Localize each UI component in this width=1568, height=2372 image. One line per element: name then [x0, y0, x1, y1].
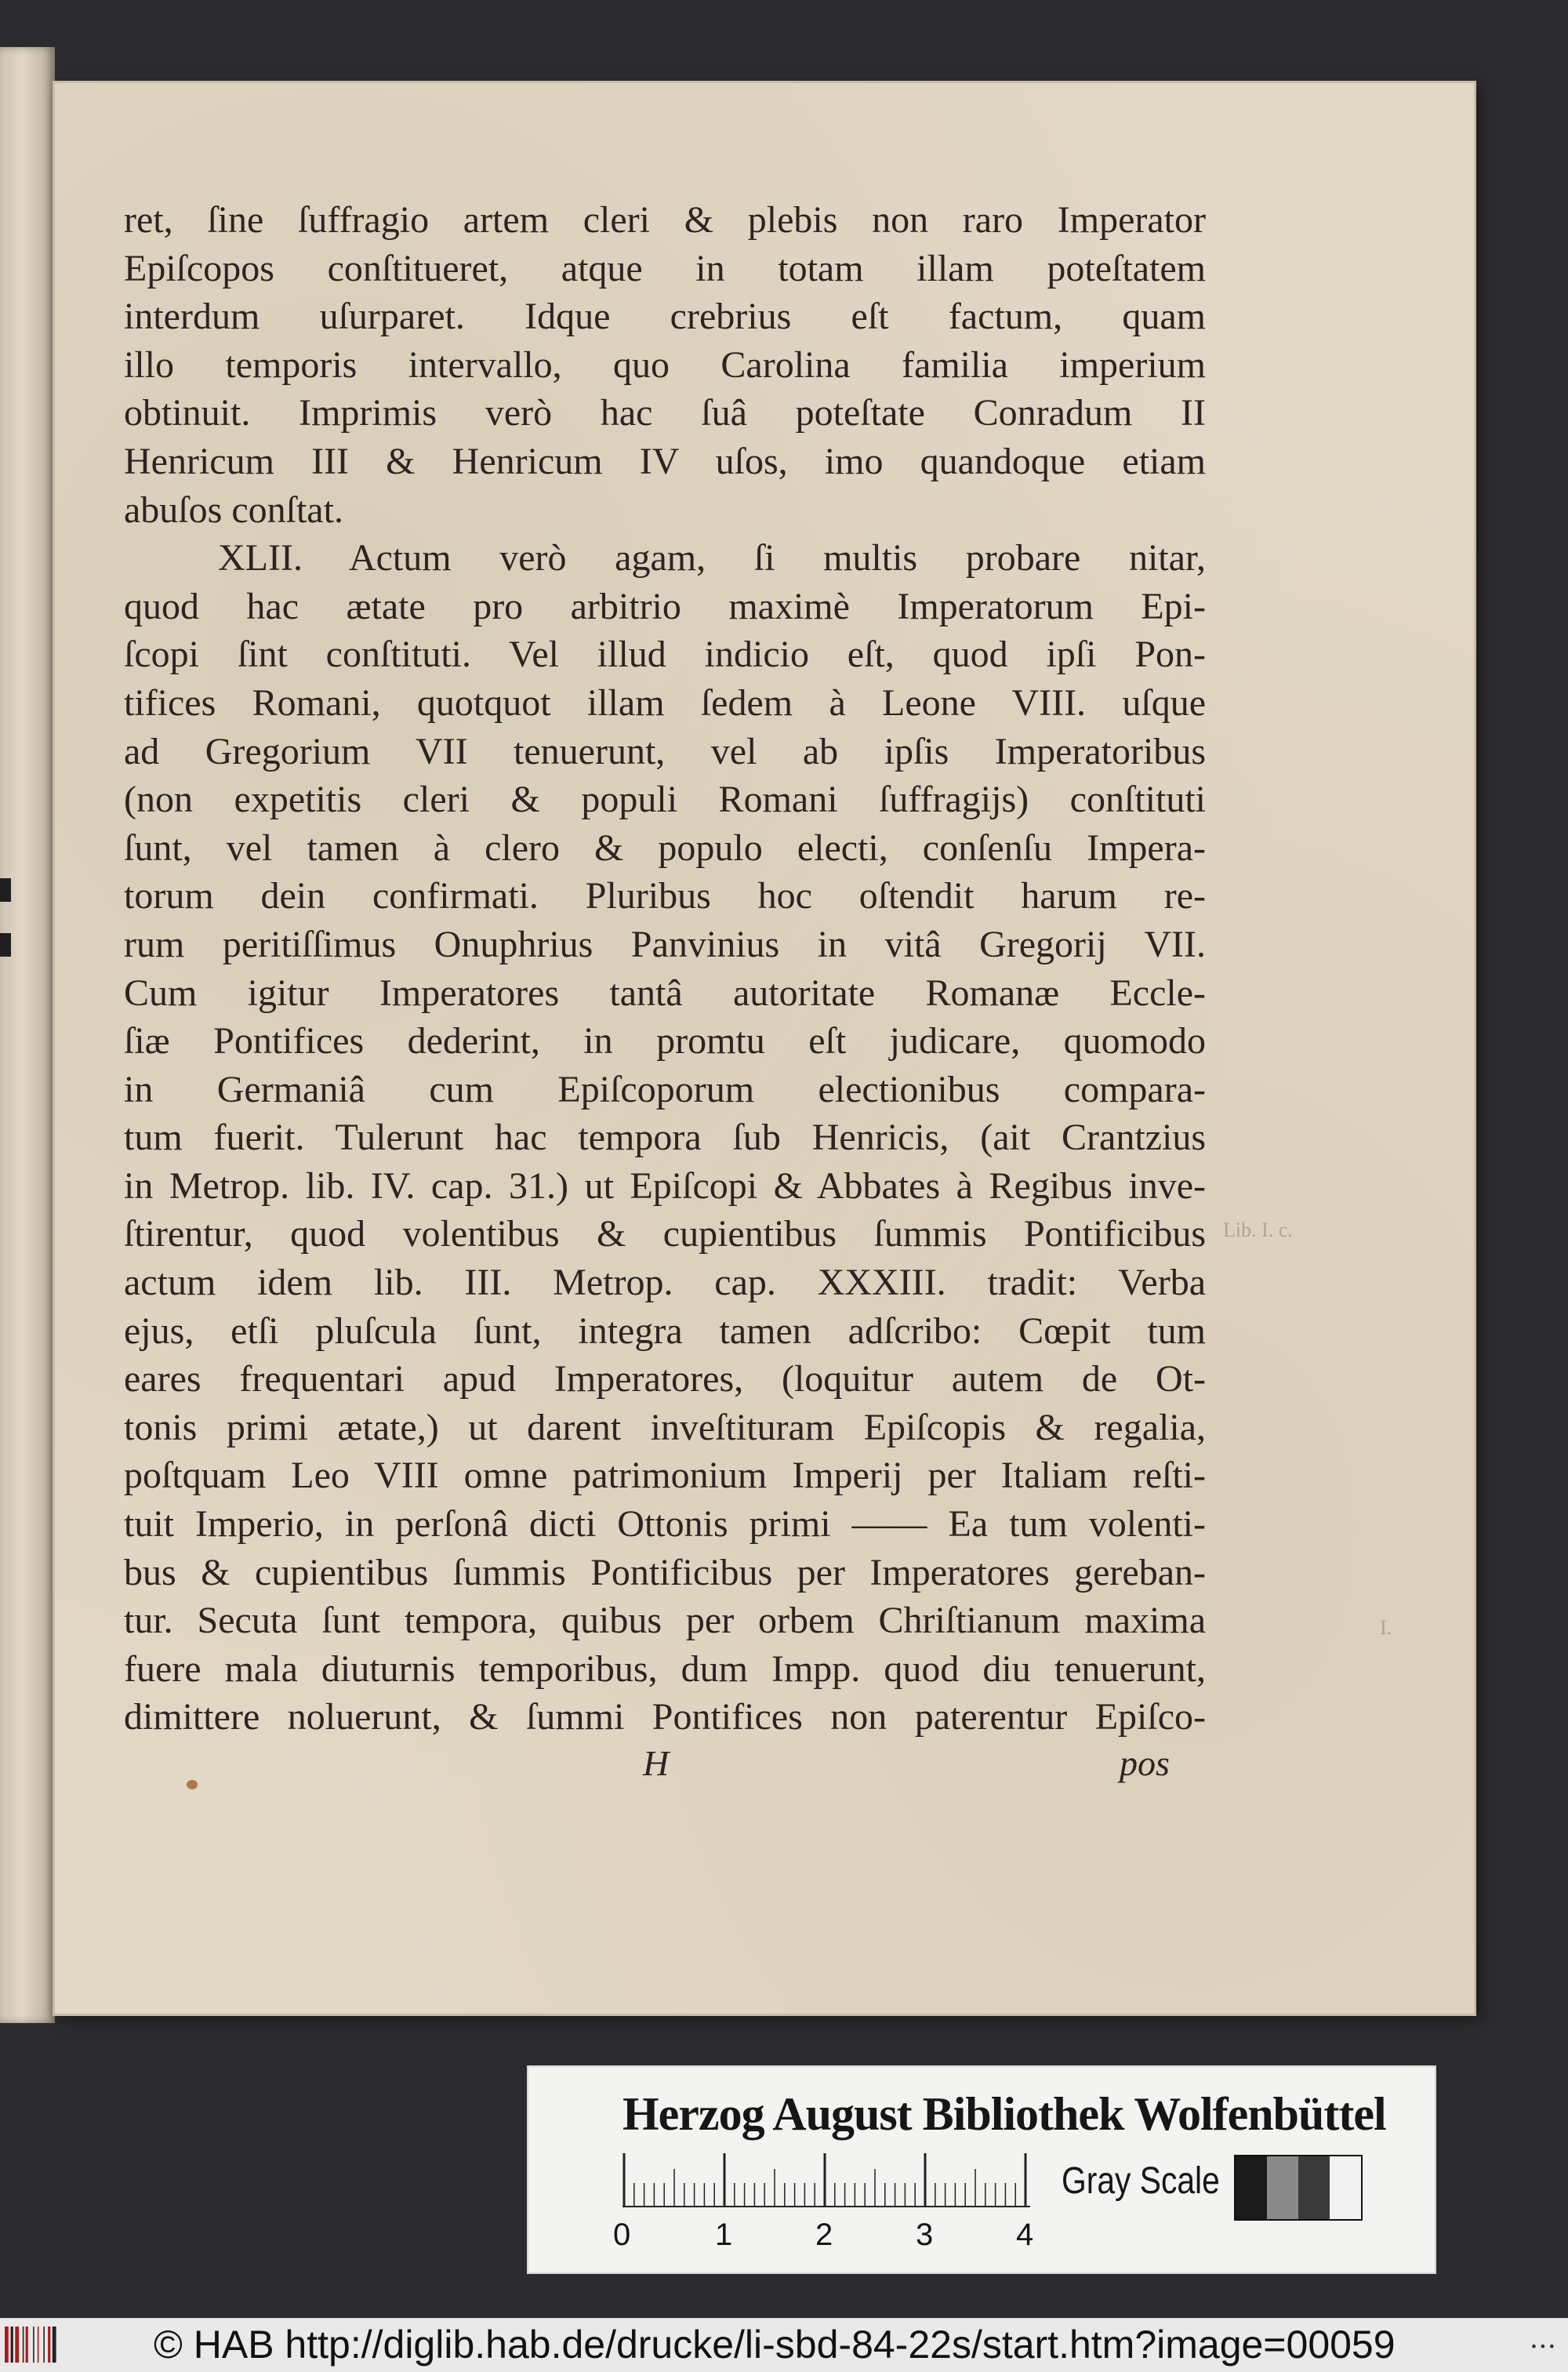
color-target-card: [527, 2065, 1436, 2274]
ruler-label: 3: [916, 2218, 934, 2252]
text-line: Epiſcopos conſtitueret, atque in totam illam poteſtatem: [124, 247, 1206, 289]
gray-scale-swatches: [1234, 2155, 1363, 2221]
text-line: in Germaniâ cum Epiſcoporum electionibus compara-: [124, 1068, 1206, 1110]
text-line: torum dein confirmati. Pluribus hoc oſtendit harum re-: [124, 875, 1206, 917]
ruler-label: 2: [815, 2218, 833, 2252]
footer-bar: [0, 2318, 1568, 2372]
barcode-stripe: [48, 2327, 50, 2363]
barcode-stripe: [33, 2327, 34, 2363]
gray-swatch: [1298, 2156, 1330, 2219]
barcode-stripe: [43, 2327, 45, 2363]
text-line: (non expetitis cleri & populi Romani ſuffragijs) conſtituti: [124, 779, 1206, 821]
text-line: Henricum III & Henricum IV uſos, imo quandoque etiam: [124, 440, 1206, 482]
ruler-label: 4: [1016, 2218, 1034, 2252]
text-line: ejus, etſi pluſcula ſunt, integra tamen adſcribo: Cœpit tum: [124, 1310, 1206, 1352]
barcode-icon: [5, 2327, 67, 2363]
copyright-url: © HAB http://diglib.hab.de/drucke/li-sbd-84-22s/start.htm?image=00059: [154, 2323, 1396, 2367]
text-line: tonis primi ætate,) ut darent inveſtituram Epiſcopis & regalia,: [124, 1406, 1206, 1448]
text-line: ſiæ Pontifices dederint, in promtu eſt judicare, quomodo: [124, 1020, 1206, 1062]
barcode-stripe: [53, 2327, 56, 2363]
text-line: ret, ſine ſuffragio artem cleri & plebis non raro Imperator: [124, 199, 1206, 241]
catchword: pos: [1120, 1743, 1170, 1783]
barcode-stripe: [11, 2327, 13, 2363]
text-line: bus & cupientibus ſummis Pontificibus per Imperatores gereban-: [124, 1551, 1206, 1593]
text-line: Cum igitur Imperatores tantâ autoritate Romanæ Eccle-: [124, 972, 1206, 1014]
gray-swatch: [1330, 2156, 1361, 2219]
text-line: poſtquam Leo VIII omne patrimonium Imperij per Italiam reſti-: [124, 1455, 1206, 1497]
page-text: [124, 196, 1206, 1742]
text-line: quod hac ætate pro arbitrio maximè Imperatorum Epi-: [124, 585, 1206, 627]
text-line: tuit Imperio, in perſonâ dicti Ottonis primi —— Ea tum volenti-: [124, 1503, 1206, 1546]
text-line: ſunt, vel tamen à clero & populo electi, conſenſu Impera-: [124, 826, 1206, 869]
text-line: dimittere noluerunt, & ſummi Pontifices non paterentur Epiſco-: [124, 1696, 1206, 1738]
text-line: fuere mala diuturnis temporibus, dum Impp. quod diu tenuerunt,: [124, 1647, 1206, 1690]
barcode-stripe: [15, 2327, 19, 2363]
more-dots-icon[interactable]: •••: [1530, 2339, 1557, 2354]
gray-swatch: [1267, 2156, 1298, 2219]
bleed-through-mark: I.: [1380, 1616, 1392, 1639]
text-line: tum fuerit. Tulerunt hac tempora ſub Henricis, (ait Crantzius: [124, 1117, 1206, 1159]
gray-swatch: [1236, 2156, 1267, 2219]
text-line: ſcopi ſint conſtituti. Vel illud indicio eſt, quod ipſi Pon-: [124, 634, 1206, 676]
book-spine: [0, 47, 55, 2023]
text-line: XLII. Actum verò agam, ſi multis probare nitar,: [218, 537, 1206, 579]
text-line: abuſos conſtat.: [124, 489, 343, 531]
text-line: ſtirentur, quod volentibus & cupientibus ſummis Pontificibus: [124, 1213, 1206, 1255]
ruler-label: 0: [613, 2218, 631, 2252]
barcode-stripe: [23, 2327, 24, 2363]
measurement-ruler: [622, 2153, 1030, 2208]
text-line: ad Gregorium VII tenuerunt, vel ab ipſis Imperatoribus: [124, 730, 1206, 772]
spine-mark: [0, 878, 11, 902]
text-line: interdum uſurparet. Idque crebrius eſt factum, quam: [124, 296, 1206, 338]
bleed-through-mark: Lib. I. c.: [1223, 1219, 1293, 1241]
text-line: tifices Romani, quotquot illam ſedem à Leone VIII. uſque: [124, 681, 1206, 724]
barcode-stripe: [38, 2327, 39, 2363]
text-line: in Metrop. lib. IV. cap. 31.) ut Epiſcopi & Abbates à Regibus inve-: [124, 1164, 1206, 1207]
text-line: obtinuit. Imprimis verò hac ſuâ poteſtate Conradum II: [124, 392, 1206, 434]
text-line: actum idem lib. III. Metrop. cap. XXXIII. tradit: Verba: [124, 1262, 1206, 1304]
signature-mark: H: [643, 1743, 670, 1783]
text-line: illo temporis intervallo, quo Carolina familia imperium: [124, 343, 1206, 386]
ruler-label: 1: [715, 2218, 733, 2252]
library-name: Herzog August Bibliothek Wolfenbüttel: [622, 2088, 1386, 2140]
text-line: eares frequentari apud Imperatores, (loquitur autem de Ot-: [124, 1358, 1206, 1400]
text-line: rum peritiſſimus Onuphrius Panvinius in vitâ Gregorij VII.: [124, 923, 1206, 965]
spine-mark: [0, 933, 11, 957]
gray-scale-label: Gray Scale: [1062, 2160, 1220, 2202]
paper-stain: [187, 1780, 198, 1789]
text-line: tur. Secuta ſunt tempora, quibus per orbem Chriſtianum maxima: [124, 1600, 1206, 1642]
barcode-stripe: [26, 2327, 28, 2363]
barcode-stripe: [5, 2327, 9, 2363]
